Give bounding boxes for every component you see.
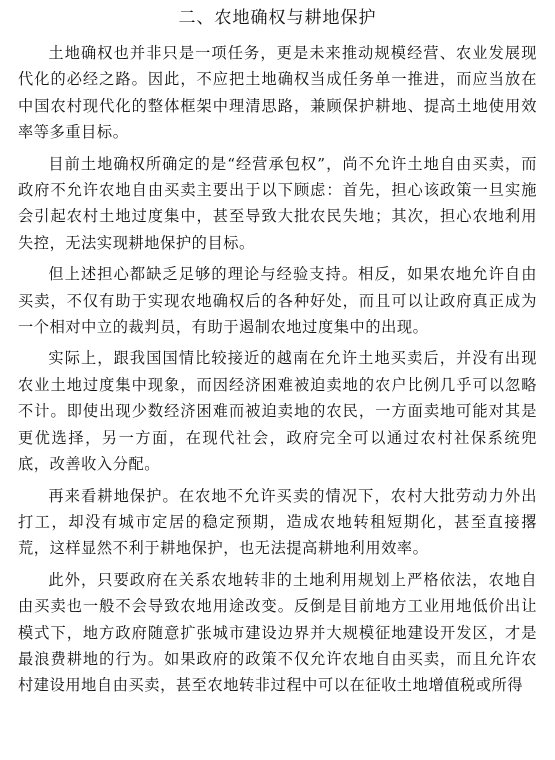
paragraph-6: 此外，只要政府在关系农地转非的土地利用规划上严格依法，农地自由买卖也一般不会导致农地用途改变。反倒是目前地方工业用地低价出让模式下，地方政府随意扩张城市建设边界并大规模征地建设开发区，才是最浪费耕地的行为。如果政府的政策不仅允许农地自由买卖，而且允许农村建设用地自由买卖，甚至农地转非过程中可以在征收土地增值税或所得 [18, 570, 537, 695]
paragraph-2: 目前土地确权所确定的是“经营承包权”，尚不允许土地自由买卖，而政府不允许农地自由买卖主要出于以下顾虑：首先，担心该政策一旦实施会引起农村土地过度集中，甚至导致大批农民失地；其次，担心农地利用失控，无法实现耕地保护的目标。 [18, 154, 537, 252]
paragraph-4: 实际上，跟我国国情比较接近的越南在允许土地买卖后，并没有出现农业土地过度集中现象，而因经济困难被迫卖地的农户比例几乎可以忽略不计。即使出现少数经济困难而被迫卖地的农民，一方面卖地可能对其是更优选择，另一方面，在现代社会，政府完全可以通过农村社保系统兜底，改善收入分配。 [18, 349, 537, 474]
section-title: 二、农地确权与耕地保护 [178, 8, 377, 28]
paragraph-3: 但上述担心都缺乏足够的理论与经验支持。相反，如果农地允许自由买卖，不仅有助于实现农地确权后的各种好处，而且可以让政府真正成为一个相对中立的裁判员，有助于遏制农地过度集中的出现。 [18, 265, 537, 337]
paragraph-5: 再来看耕地保护。在农地不允许买卖的情况下，农村大批劳动力外出打工，却没有城市定居的稳定预期，造成农地转租短期化，甚至直接撂荒，这样显然不利于耕地保护，也无法提高耕地利用效率。 [18, 486, 537, 558]
paragraph-1: 土地确权也并非只是一项任务，更是未来推动规模经营、农业发展现代化的必经之路。因此，不应把土地确权当成任务单一推进，而应当放在中国农村现代化的整体框架中理清思路，兼顾保护耕地、提高土地使用效率等多重目标。 [18, 44, 537, 142]
